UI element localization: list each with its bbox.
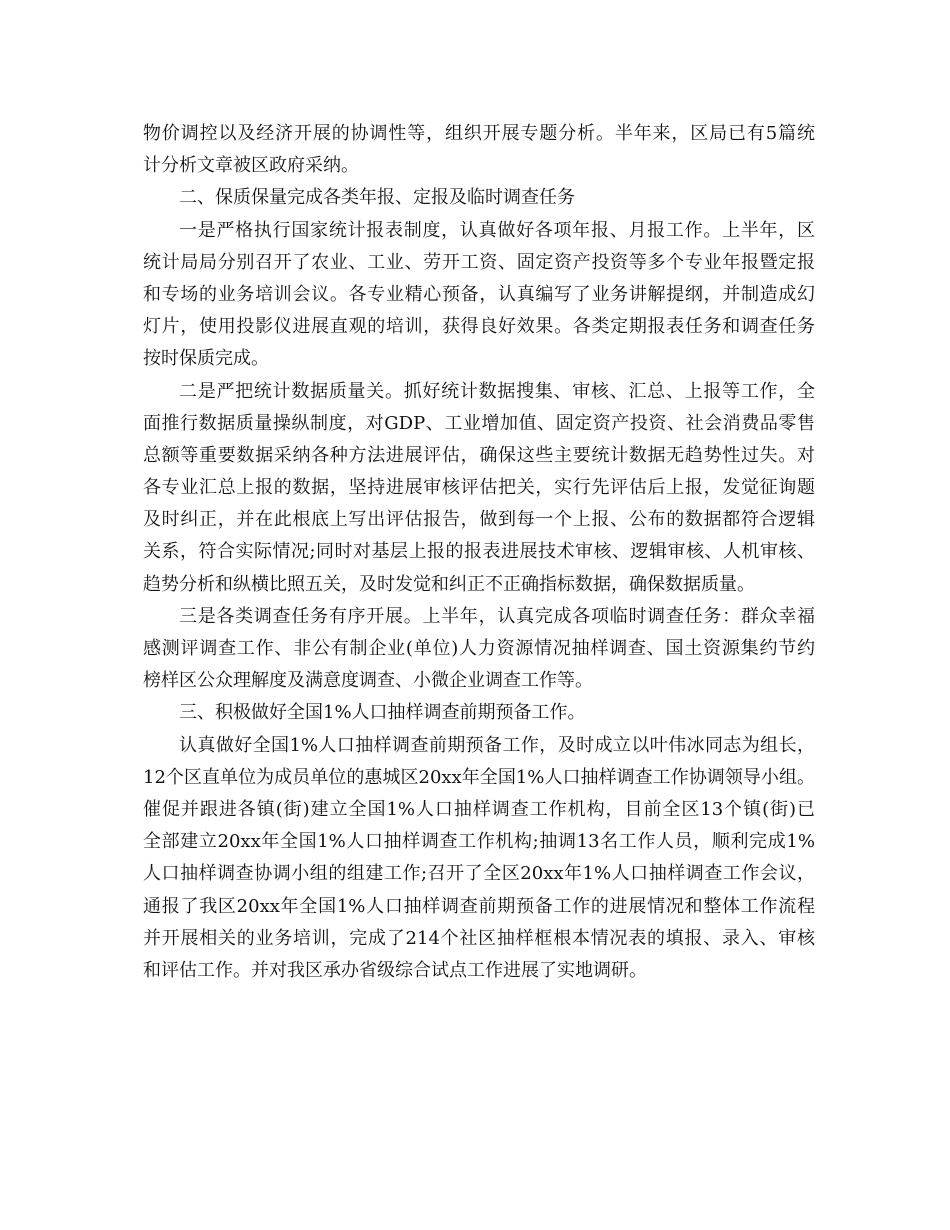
text-line: 各专业汇总上报的数据，坚持进展审核评估把关，实行先评估后上报，发觉征询题 <box>143 477 815 499</box>
text-line: 灯片，使用投影仪进展直观的培训，获得良好效果。各类定期报表任务和调查任务 <box>143 316 815 338</box>
text-line: 和专场的业务培训会议。各专业精心预备，认真编写了业务讲解提纲，并制造成幻 <box>143 283 815 305</box>
text-line: 趋势分析和纵横比照五关，及时发觉和纠正不正确指标数据，确保数据质量。 <box>143 573 755 595</box>
text-line: 总额等重要数据采纳各种方法进展评估，确保这些主要统计数据无趋势性过失。对 <box>143 444 815 466</box>
text-line: 计分析文章被区政府采纳。 <box>143 155 359 177</box>
text-line: 通报了我区20xx年全国1%人口抽样调查前期预备工作的进展情况和整体工作流程 <box>143 895 815 917</box>
text-line: 按时保质完成。 <box>143 348 269 370</box>
text-line: 统计局局分别召开了农业、工业、劳开工资、固定资产投资等多个专业年报暨定报 <box>143 251 815 273</box>
document-body <box>143 118 815 987</box>
text-line: 及时纠正，并在此根底上写出评估报告，做到每一个上报、公布的数据都符合逻辑 <box>143 509 815 531</box>
text-line: 二、保质保量完成各类年报、定报及临时调查任务 <box>179 187 575 209</box>
text-line: 一是严格执行国家统计报表制度，认真做好各项年报、月报工作。上半年，区 <box>179 219 815 241</box>
text-line: 和评估工作。并对我区承办省级综合试点工作进展了实地调研。 <box>143 959 647 981</box>
text-line: 全部建立20xx年全国1%人口抽样调查工作机构;抽调13名工作人员，顺利完成1% <box>143 831 815 853</box>
text-line: 并开展相关的业务培训，完成了214个社区抽样框根本情况表的填报、录入、审核 <box>143 927 815 949</box>
text-line: 榜样区公众理解度及满意度调查、小微企业调查工作等。 <box>143 670 593 692</box>
text-line: 认真做好全国1%人口抽样调查前期预备工作，及时成立以叶伟冰同志为组长， <box>179 734 815 756</box>
text-line: 12个区直单位为成员单位的惠城区20xx年全国1%人口抽样调查工作协调领导小组。 <box>143 766 815 788</box>
text-line: 催促并跟进各镇(街)建立全国1%人口抽样调查工作机构，目前全区13个镇(街)已 <box>143 798 815 820</box>
text-line: 物价调控以及经济开展的协调性等，组织开展专题分析。半年来，区局已有5篇统 <box>143 123 815 144</box>
text-line: 二是严把统计数据质量关。抓好统计数据搜集、审核、汇总、上报等工作，全 <box>179 380 815 402</box>
text-line: 面推行数据质量操纵制度，对GDP、工业增加值、固定资产投资、社会消费品零售 <box>143 412 815 434</box>
text-line: 三、积极做好全国1%人口抽样调查前期预备工作。 <box>179 702 586 724</box>
text-line: 三是各类调查任务有序开展。上半年，认真完成各项临时调查任务：群众幸福 <box>179 605 815 627</box>
text-line: 感测评调查工作、非公有制企业(单位)人力资源情况抽样调查、国土资源集约节约 <box>143 638 815 659</box>
text-line: 关系，符合实际情况;同时对基层上报的报表进展技术审核、逻辑审核、人机审核、 <box>143 541 815 563</box>
text-line: 人口抽样调查协调小组的组建工作;召开了全区20xx年1%人口抽样调查工作会议， <box>143 863 815 885</box>
